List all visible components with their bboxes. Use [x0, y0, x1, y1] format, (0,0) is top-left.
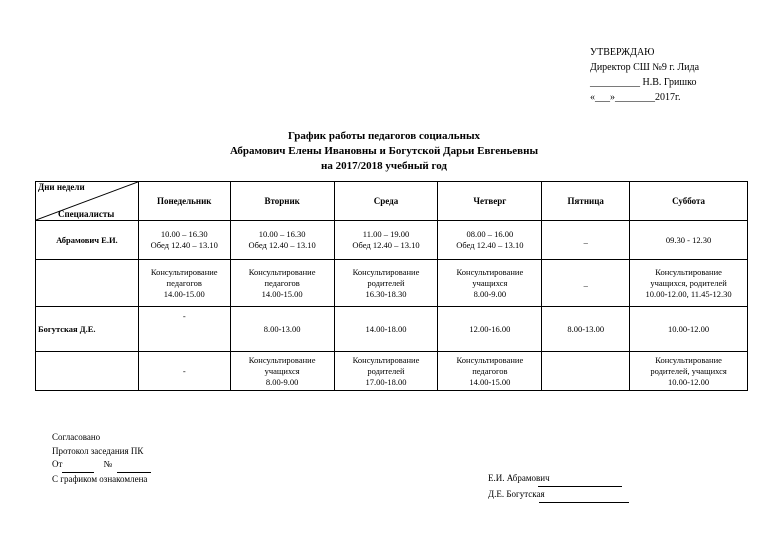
agreement-block [52, 431, 151, 486]
signature-name: Д.Е. Богутская [488, 489, 545, 499]
schedule-table [35, 181, 748, 391]
schedule-cell: 11.00 – 19.00 Обед 12.40 – 13.10 [334, 221, 438, 260]
schedule-cell: Консультирование педагогов 14.00-15.00 [438, 352, 542, 391]
protocol-number-blank [117, 458, 151, 473]
header-thursday: Четверг [438, 182, 542, 221]
specialist-name: Абрамович Е.И. [36, 221, 139, 260]
protocol-from-label: От [52, 459, 63, 469]
table-row [36, 352, 748, 391]
title-line-1: График работы педагогов социальных [287, 130, 481, 142]
schedule-cell: 8.00-13.00 [542, 307, 630, 352]
title-line-3: на 2017/2018 учебный год [321, 160, 447, 172]
protocol-date-blank [62, 458, 94, 473]
schedule-cell: 10.00 – 16.30 Обед 12.40 – 13.10 [138, 221, 230, 260]
header-row [36, 182, 748, 221]
header-saturday: Суббота [630, 182, 748, 221]
acquainted-label: С графиком ознакомлена [52, 473, 148, 484]
table-row [36, 260, 748, 307]
schedule-cell: Консультирование учащихся, родителей 10.00-12.00, 11.45-12.30 [630, 260, 748, 307]
schedule-cell: _ [542, 260, 630, 307]
signature-name: Е.И. Абрамович [488, 473, 550, 483]
approval-block [590, 45, 699, 105]
schedule-cell: 12.00-16.00 [438, 307, 542, 352]
approve-date: «___»________2017г. [590, 92, 681, 103]
protocol-line [52, 458, 151, 473]
schedule-cell: Консультирование родителей 17.00-18.00 [334, 352, 438, 391]
schedule-cell: Консультирование учащихся 8.00-9.00 [230, 352, 334, 391]
signature-line [538, 471, 622, 487]
header-wednesday: Среда [334, 182, 438, 221]
header-monday: Понедельник [138, 182, 230, 221]
schedule-cell: Консультирование родителей 16.30-18.30 [334, 260, 438, 307]
table-row [36, 221, 748, 260]
approve-heading: УТВЕРЖДАЮ [590, 47, 655, 58]
schedule-cell: 8.00-13.00 [230, 307, 334, 352]
header-tuesday: Вторник [230, 182, 334, 221]
schedule-cell: 14.00-18.00 [334, 307, 438, 352]
corner-cell [36, 182, 139, 221]
schedule-cell: Консультирование учащихся 8.00-9.00 [438, 260, 542, 307]
agreement-label: Согласовано [52, 432, 101, 442]
header-friday: Пятница [542, 182, 630, 221]
corner-specialists-label: Специалисты [58, 209, 115, 219]
signature-row [488, 471, 629, 487]
schedule-cell: - [138, 352, 230, 391]
approve-signature: __________ Н.В. Гришко [590, 77, 697, 88]
schedule-cell: 10.00 – 16.30 Обед 12.40 – 13.10 [230, 221, 334, 260]
schedule-cell: Консультирование родителей, учащихся 10.00-12.00 [630, 352, 748, 391]
title-line-2: Абрамович Елены Ивановны и Богутской Дарьи Евгеньевны [229, 145, 539, 157]
schedule-cell: 10.00-12.00 [630, 307, 748, 352]
schedule-cell: 09.30 - 12.30 [630, 221, 748, 260]
schedule-cell: 08.00 – 16.00 Обед 12.40 – 13.10 [438, 221, 542, 260]
protocol-label: Протокол заседания ПК [52, 445, 144, 456]
table-row [36, 307, 748, 352]
specialist-name [36, 260, 139, 307]
schedule-cell: Консультирование педагогов 14.00-15.00 [138, 260, 230, 307]
approve-position: Директор СШ №9 г. Лида [590, 62, 700, 73]
specialist-name: Богутская Д.Е. [36, 307, 139, 352]
schedule-cell [542, 352, 630, 391]
schedule-cell: Консультирование педагогов 14.00-15.00 [230, 260, 334, 307]
document-title [0, 129, 768, 174]
signature-line [539, 487, 629, 503]
schedule-cell: _ [542, 221, 630, 260]
corner-days-label: Дни недели [38, 182, 85, 192]
protocol-number-label: № [103, 459, 113, 469]
schedule-cell: - [138, 307, 230, 352]
signature-row [488, 487, 629, 503]
signature-block [488, 471, 629, 503]
specialist-name [36, 352, 139, 391]
